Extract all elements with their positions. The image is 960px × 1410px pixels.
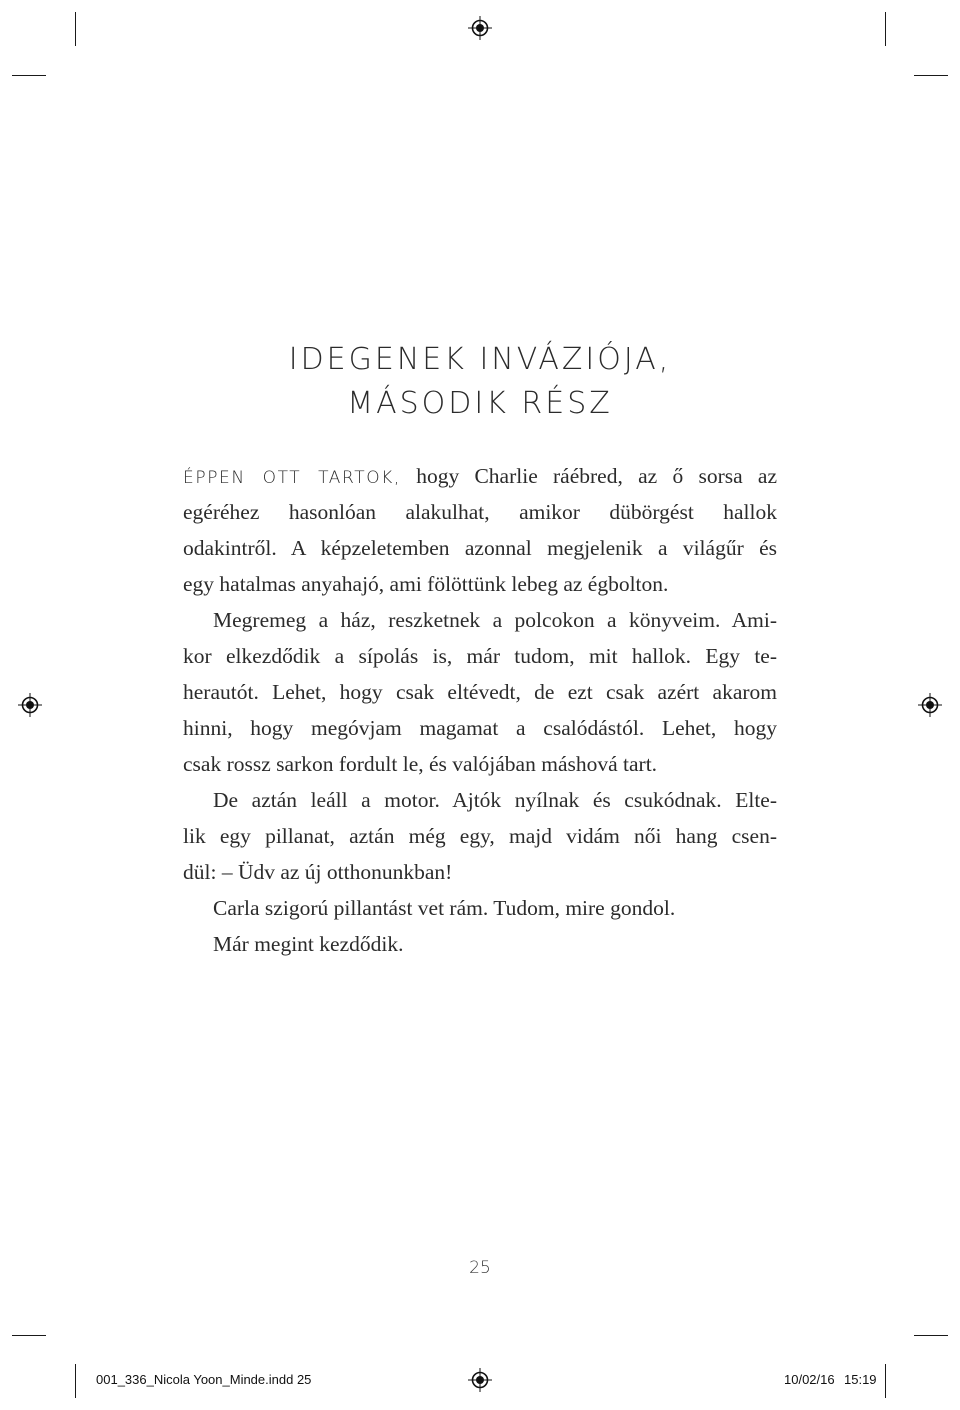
text-line: dül: – Üdv az új otthonunkban! [183,860,453,884]
text-line: kor elkezdődik a sípolás is, már tudom, mit hallok. Egy te- [183,644,777,668]
registration-mark-icon [468,1368,492,1392]
text-line: herautót. Lehet, hogy csak eltévedt, de ezt csak azért akarom [183,680,777,704]
text-line: odakintről. A képzeletemben azonnal megjelenik a világűr és [183,536,777,560]
page-number: 25 [469,1258,491,1278]
body-text [183,458,777,962]
text-line: lik egy pillanat, aztán még egy, majd vidám női hang csen- [183,824,777,848]
registration-mark-icon [468,16,492,40]
slug-filename: 001_336_Nicola Yoon_Minde.indd 25 [96,1372,312,1387]
text-line: egy hatalmas anyahajó, ami fölöttünk lebeg az égbolton. [183,572,669,596]
crop-mark [914,1335,948,1336]
crop-mark [12,75,46,76]
registration-mark-icon [18,693,42,717]
text-line: ÉPPEN OTT TARTOK, hogy Charlie ráébred, az ő sorsa az [183,464,777,488]
slug-time: 15:19 [844,1372,877,1387]
lead-in-smallcaps: ÉPPEN OTT TARTOK, [183,468,401,488]
text-line: Carla szigorú pillantást vet rám. Tudom, mire gondol. [213,896,676,920]
text-line: Már megint kezdődik. [213,932,404,956]
registration-mark-icon [918,693,942,717]
text-line: De aztán leáll a motor. Ajtók nyílnak és csukódnak. Elte- [213,788,777,812]
crop-mark [885,12,886,46]
slug-date: 10/02/16 [784,1372,835,1387]
text-line: hinni, hogy megóvjam magamat a csalódástól. Lehet, hogy [183,716,777,740]
chapter-title-line-2: MÁSODIK RÉSZ [347,386,613,421]
crop-mark [885,1364,886,1398]
text-line: Megremeg a ház, reszketnek a polcokon a könyveim. Ami- [213,608,777,632]
text-line: egéréhez hasonlóan alakulhat, amikor dübörgést hallok [183,500,777,524]
crop-mark [12,1335,46,1336]
crop-mark [914,75,948,76]
crop-mark [75,1364,76,1398]
chapter-title-line-1: IDEGENEK INVÁZIÓJA, [288,342,672,377]
text-line: csak rossz sarkon fordult le, és valójában máshová tart. [183,752,658,776]
crop-mark [75,12,76,46]
